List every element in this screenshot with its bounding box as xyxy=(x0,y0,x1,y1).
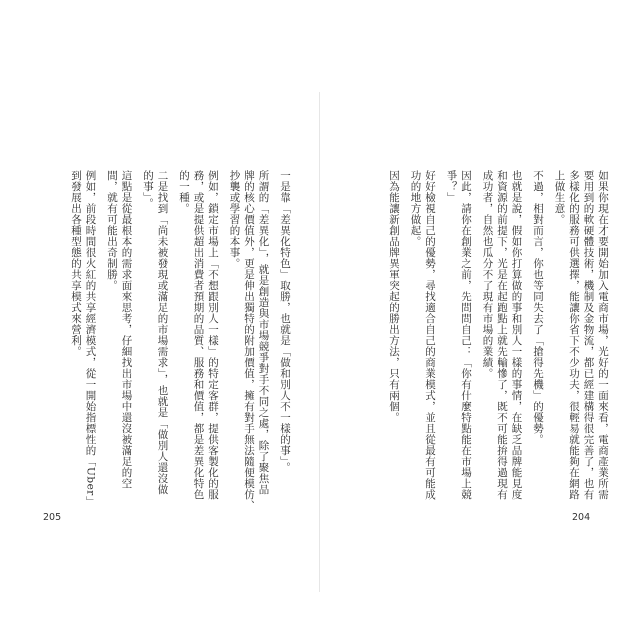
right-page xyxy=(320,0,640,640)
text-line: 也就是說，假如你打算做的事和別人一樣的事情，在缺乏品牌能見度 xyxy=(510,170,523,500)
text-line: 到發展出各種型態的共享模式來營利。 xyxy=(70,170,82,357)
right-page-text xyxy=(360,170,610,500)
text-line: 的事」。 xyxy=(142,170,154,209)
paragraph xyxy=(552,170,610,500)
text-line: 這點是從最根本的需求面來思考，仔細找出市場中還沒被滿足的空 xyxy=(120,170,133,489)
text-line: 的一種。 xyxy=(178,170,190,214)
paragraph xyxy=(408,170,437,500)
text-line: 間，就有可能出奇制勝。 xyxy=(106,170,118,291)
paragraph xyxy=(278,170,293,500)
page-number: 205 xyxy=(43,512,62,523)
text-line: 上做生意。 xyxy=(553,170,566,225)
text-line: 例如，前段時間很火紅的共享經濟模式，從一開始指標性的「Uber」 xyxy=(84,170,97,507)
page-number: 204 xyxy=(572,512,591,523)
text-line: 因為能讓新創品牌異軍突起的勝出方法，只有兩個。 xyxy=(388,170,400,423)
text-line: 要用到的軟硬體技術，機制及金物流，都已經建構得很完善了，也有 xyxy=(582,170,595,500)
text-line: 二是找到「尚未被發現或滿足的市場需求」，也就是「做別人還沒做 xyxy=(156,170,169,495)
paragraph xyxy=(480,170,524,500)
text-line: 多樣化的服務可供選擇，能讓你省下不少功夫，很輕易就能夠在網路 xyxy=(568,170,580,500)
text-line: 因此，請你在創業之前，先問問自己：「你有什麼特點能在市場上競 xyxy=(460,170,472,500)
text-line: 所謂的「差異化」，就是創造與市場競爭對手不同之處，除了聚焦品 xyxy=(257,170,270,495)
text-line: 務，或是提供超出消費者預期的品質、服務和價值，都是差異化特色 xyxy=(192,170,205,500)
text-line: 功的地方做起。 xyxy=(409,170,422,247)
text-line: 一是靠「差異化特色」取勝，也就是「做和別人不一樣的事」。 xyxy=(279,170,291,473)
paragraph xyxy=(531,170,546,500)
paragraph xyxy=(177,170,221,500)
paragraph xyxy=(227,170,271,511)
text-line: 不過，相對而言，你也等同失去了「搶得先機」的優勢。 xyxy=(532,170,544,445)
text-line: 例如，鎖定市場上「不想跟別人一樣」的特定客群，提供客製化的服 xyxy=(207,170,219,500)
text-line: 抄襲或學習的本事。 xyxy=(228,170,241,269)
text-line: 爭？」 xyxy=(445,170,458,203)
text-line: 和資源的前提下，光是在起跑點上就先輸慘了，既不可能拚得過現有 xyxy=(496,170,508,500)
paragraph xyxy=(387,170,402,500)
text-line: 如果你現在才要開始加入電商市場，光好的一面來看，電商產業所需 xyxy=(597,170,609,500)
paragraph xyxy=(105,170,134,500)
text-line: 好好檢視自己的優勢，尋找適合自己的商業模式，並且從最有可能成 xyxy=(424,170,436,500)
text-line: 成功者，自然也瓜分不了現有市場的業績。 xyxy=(481,170,494,379)
paragraph xyxy=(444,170,473,500)
paragraph xyxy=(141,170,170,500)
text-line: 牌的核心價值外，更是伸出獨特的附加價值，擁有對手無法隨便模仿、 xyxy=(243,170,255,511)
paragraph xyxy=(69,170,98,507)
left-page-text xyxy=(52,170,292,511)
